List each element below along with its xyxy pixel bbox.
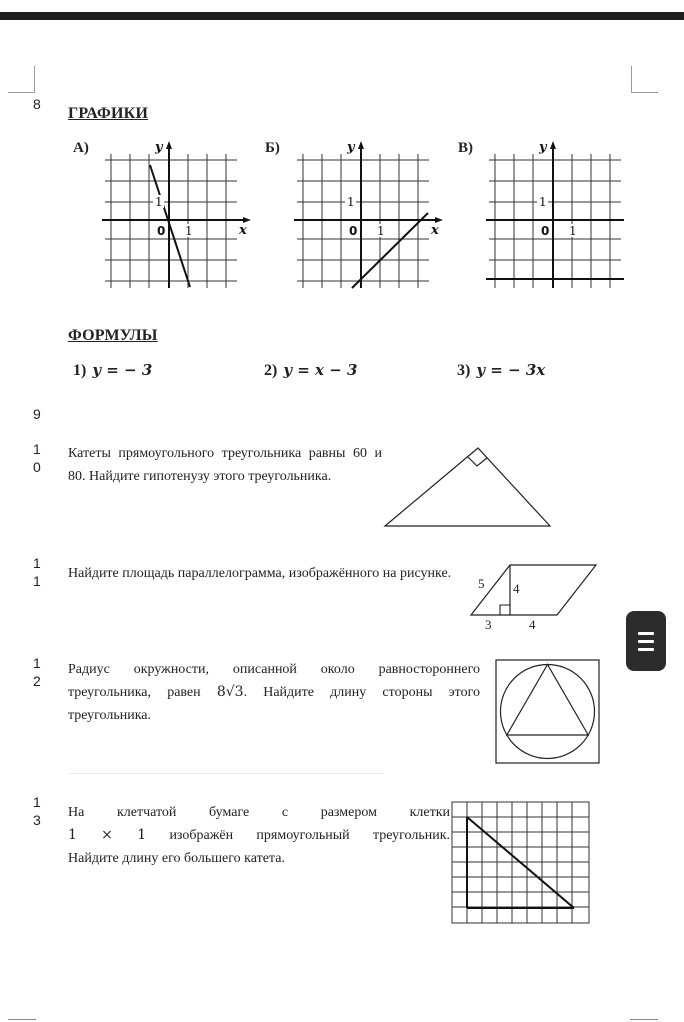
task-13-line-2-text: изображён прямоугольный треугольник. [169, 828, 450, 843]
graph-c-label: В) [458, 140, 473, 156]
question-number-12-line2: 2 [33, 673, 41, 689]
hamburger-menu-icon-bar-2 [638, 640, 654, 643]
graph-c-origin-label: 0 [541, 224, 550, 238]
parallelogram-figure [466, 560, 600, 634]
formula-3-number: 3) [457, 362, 471, 379]
graph-a-unit-x: 1 [185, 224, 193, 238]
question-number-8: 8 [33, 96, 41, 112]
page-footer-mark-left [8, 1019, 36, 1020]
parallelogram-height-label: 4 [513, 581, 520, 596]
circumscribed-circle-figure [494, 658, 602, 766]
parallelogram-base-left-label: 3 [485, 617, 492, 632]
page-footer-mark-right [630, 1019, 658, 1020]
task-13-line-3: Найдите длину его большего катета. [68, 851, 285, 866]
page-corner-mark-right [631, 66, 658, 93]
graph-a [100, 140, 252, 290]
formula-2-number: 2) [264, 362, 278, 379]
graph-b-label: Б) [265, 140, 280, 156]
question-number-12-line1: 1 [33, 655, 41, 671]
graph-a-origin-label: 0 [157, 224, 166, 238]
right-triangle-figure [380, 440, 556, 532]
task-13-text [68, 801, 450, 870]
graph-a-x-axis-label: x [239, 223, 247, 238]
question-number-13-line2: 3 [33, 812, 41, 828]
task-12-radius: 8√3 [216, 684, 244, 700]
graph-b [292, 140, 444, 290]
question-number-10-line1: 1 [33, 441, 41, 457]
graph-a-label: А) [73, 140, 89, 156]
question-number-11-line2: 1 [33, 573, 41, 589]
graph-c [484, 140, 636, 290]
parallelogram-side-label: 5 [478, 576, 485, 591]
top-bar [0, 12, 684, 20]
task-12-text-after: . Найдите длину стороны этого треугольника. [68, 685, 480, 723]
graph-c-y-axis-label: y [539, 140, 547, 155]
graph-b-unit-x: 1 [377, 224, 385, 238]
graph-c-unit-y: 1 [539, 195, 547, 209]
formula-1-number: 1) [73, 362, 87, 379]
page-corner-mark-left [8, 66, 35, 93]
graph-a-unit-y: 1 [155, 195, 163, 209]
grid-triangle-figure [450, 800, 592, 926]
task-12-text-before: Радиус окружности, описанной около равностороннего треугольника, равен [68, 662, 480, 700]
question-number-9: 9 [33, 406, 41, 422]
graph-b-unit-y: 1 [347, 195, 355, 209]
formula-2-expression: y = x − 3 [283, 361, 358, 379]
parallelogram-base-right-label: 4 [529, 617, 536, 632]
task-13-line-1: На клетчатой бумаге с размером клетки [68, 805, 450, 820]
task-10-text: Катеты прямоугольного треугольника равны 60 и 80. Найдите гипотенузу этого треугольника. [68, 446, 382, 484]
formula-3 [457, 361, 545, 380]
hamburger-menu-button[interactable] [626, 611, 666, 671]
section-divider [68, 773, 384, 774]
graph-b-y-axis-label: y [347, 140, 355, 155]
formula-1 [73, 361, 152, 380]
question-number-10-line2: 0 [33, 459, 41, 475]
question-number-13-line1: 1 [33, 794, 41, 810]
graph-c-unit-x: 1 [569, 224, 577, 238]
formula-2 [264, 361, 357, 380]
formula-3-expression: y = − 3x [476, 361, 546, 379]
hamburger-menu-icon-bar-3 [638, 648, 654, 651]
graph-b-x-axis-label: x [431, 223, 439, 238]
task-13-line-2 [68, 824, 450, 847]
hamburger-menu-icon [638, 632, 654, 635]
question-number-11-line1: 1 [33, 555, 41, 571]
graphs-heading: ГРАФИКИ [68, 105, 149, 122]
formulas-heading: ФОРМУЛЫ [68, 327, 158, 344]
task-11-text: Найдите площадь параллелограмма, изображённого на рисунке. [68, 566, 452, 581]
formula-1-expression: y = − 3 [92, 361, 153, 379]
graph-b-origin-label: 0 [349, 224, 358, 238]
task-13-cell-size: 1 × 1 [68, 827, 147, 843]
task-12-text [68, 658, 480, 727]
graph-a-y-axis-label: y [155, 140, 163, 155]
